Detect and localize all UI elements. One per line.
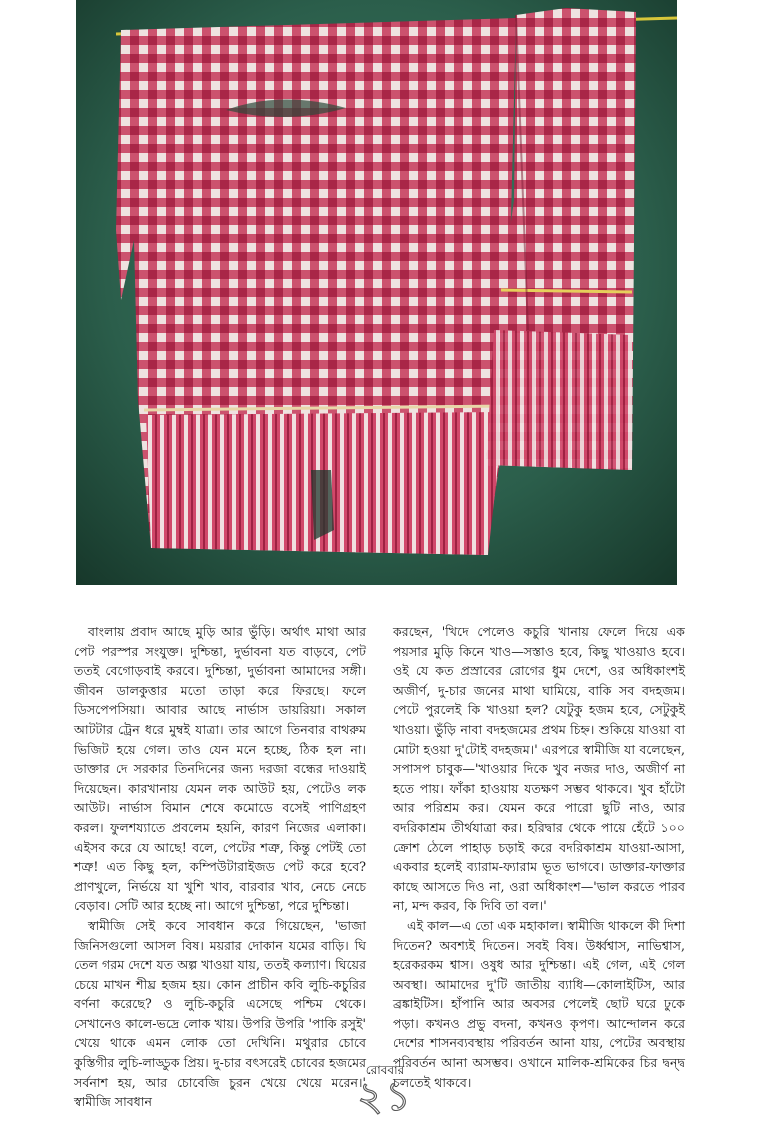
paragraph: বাংলায় প্রবাদ আছে মুড়ি আর ভুঁড়ি। অর্থাৎ মাথা আর পেট পরস্পর সংযুক্ত। দুশ্চিন্তা, দুর্ভাবনা যত বাড়বে, পেট ততই বেগোড়বাই করবে। দুশ্চিন্তা, দুর্ভাবনা আমাদের সঙ্গী। জীবন ডালকুত্তার মতো তাড়া করে ফিরছে। ফলে ডিসপেপসিয়া। আবার আছে নার্ভাস ডায়রিয়া। সকাল আটটার ট্রেন ধরে মুম্বই যাত্রা। তার আগে তিনবার বাথরুম ভিজিট হয়ে গেল। তাও যেন মনে হচ্ছে, ঠিক হল না। ডাক্তার দে সরকার তিনদিনের জন্য দরজা বন্ধের দাওয়াই দিয়েছেন। কারখানায় যেমন লক আউট হয়, পেটেও লক আউট। নার্ভাস বিমান শেষে কমোডে বসেই পাণিগ্রহণ করল। ফুলশয্যাতে প্রবলেম হয়নি, কারণ নিজের এলাকা। এইসব করে যে আছে! বলে, পেটের শত্রু, কিন্তু পেটই তো শত্রু! এত কিছু হল, কম্পিউটারাইজড পেট করে হবে? প্রাণখুলে, নির্ভয়ে যা খুশি খাব, বারবার খাব, নেচে নেচে বেড়াব। সেটি আর হচ্ছে না। আগে দুশ্চিন্তা, পরে দুশ্চিন্তা। <box>74 624 366 914</box>
paragraph: স্বামীজি সেই কবে সাবধান করে গিয়েছেন, 'ভাজা জিনিসগুলো আসল বিষ। ময়রার দোকান যমের বাড়ি। ঘি তেল গরম দেশে যত অল্প খাওয়া যায়, ততই কল্যাণ। ঘিয়ের চেয়ে মাখন শীঘ্র হজম হয়। কোন প্রাচীন কবি লুচি-কচুরির বর্ণনা করেছে? ও লুচি-কচুরি এসেছে পশ্চিম থেকে। সেখানেও কালে-ভদ্রে লোক খায়। উপরি উপরি 'পাকি রসুই' খেয়ে থাকে এমন লোক তো দেখিনি। মথুরার চোবে কুস্তিগীর লুচি-লাড্ডুক প্রিয়। দু-চার বৎসরেই চোবের হজমের সর্বনাশ হয়, আর চোবেজি চুরন খেয়ে খেয়ে মরেন।' স্বামীজি সাবধান <box>74 917 366 1110</box>
photo-checked-cloth <box>76 0 677 585</box>
paragraph: করছেন, 'খিদে পেলেও কচুরি খানায় ফেলে দিয়ে এক পয়সার মুড়ি কিনে খাও—সস্তাও হবে, কিছু খাওয়াও হবে। ওই যে কত প্রস্রাবের রোগের ধুম দেশে, ওর অধিকাংশই অজীর্ণ, দু-চার জনের মাথা ঘামিয়ে, বাকি সব বদহজম। পেটে পুরলেই কি খাওয়া হল? যেটুকু হজম হবে, সেটুকুই খাওয়া। ভুঁড়ি নাবা বদহজমের প্রথম চিহ্ন। শুকিয়ে যাওয়া বা মোটা হওয়া দু'টোই বদহজম।' এরপরে স্বামীজি যা বলেছেন, সপাসপ চাবুক—'খাওয়ার দিকে খুব নজর দাও, অজীর্ণ না হতে পায়। ফাঁকা হাওয়ায় যতক্ষণ সম্ভব থাকবে। খুব হাঁটো আর পরিশ্রম কর। যেমন করে পারো ছুটি নাও, আর বদরিকাশ্রম তীর্থযাত্রা কর। হরিদ্বার থেকে পায়ে হেঁটে ১০০ ক্রোশ ঠেলে পাহাড় চড়াই করে বদরিকাশ্রম যাওয়া-আসা, একবার হলেই ব্যারাম-ফ্যারাম ভূত ভাগবে। ডাক্তার-ফাক্তার কাছে আসতে দিও না, ওরা অধিকাংশ—'ভাল করতে পারব না, মন্দ করব, কি দিবি তা বল।' <box>393 624 685 914</box>
magazine-name: রোববার <box>365 1063 405 1077</box>
page-number: ২১ <box>357 1074 413 1120</box>
paragraph: এই কাল—এ তো এক মহাকাল। স্বামীজি থাকলে কী দিশা দিতেন? অবশ্যই দিতেন। সবই বিষ। উর্ধ্বশ্বাস, নাভিশ্বাস, হরেকরকম শ্বাস। ওষুধ আর দুশ্চিন্তা। এই গেল, এই গেল অবস্থা। আমাদের দু'টি জাতীয় ব্যাধি—কোলাইটিস, আর ব্রঙ্কাইটিস। হাঁপানি আর অবসর পেলেই ছোট ঘরে ঢুকে পড়া। কখনও প্রভু বদনা, কখনও কৃপণ। আন্দোলন করে দেশের শাসনব্যবস্থায় পরিবর্তন আনা যায়, পেটের অবস্থায় পরিবর্তন আনা অসম্ভব। ওখানে মালিক-শ্রমিকের চির দ্বন্দ্ব চলতেই থাকবে। <box>393 917 685 1090</box>
article-column-right <box>393 622 685 1092</box>
cloth-illustration <box>76 0 677 585</box>
article-column-left <box>74 622 366 1112</box>
